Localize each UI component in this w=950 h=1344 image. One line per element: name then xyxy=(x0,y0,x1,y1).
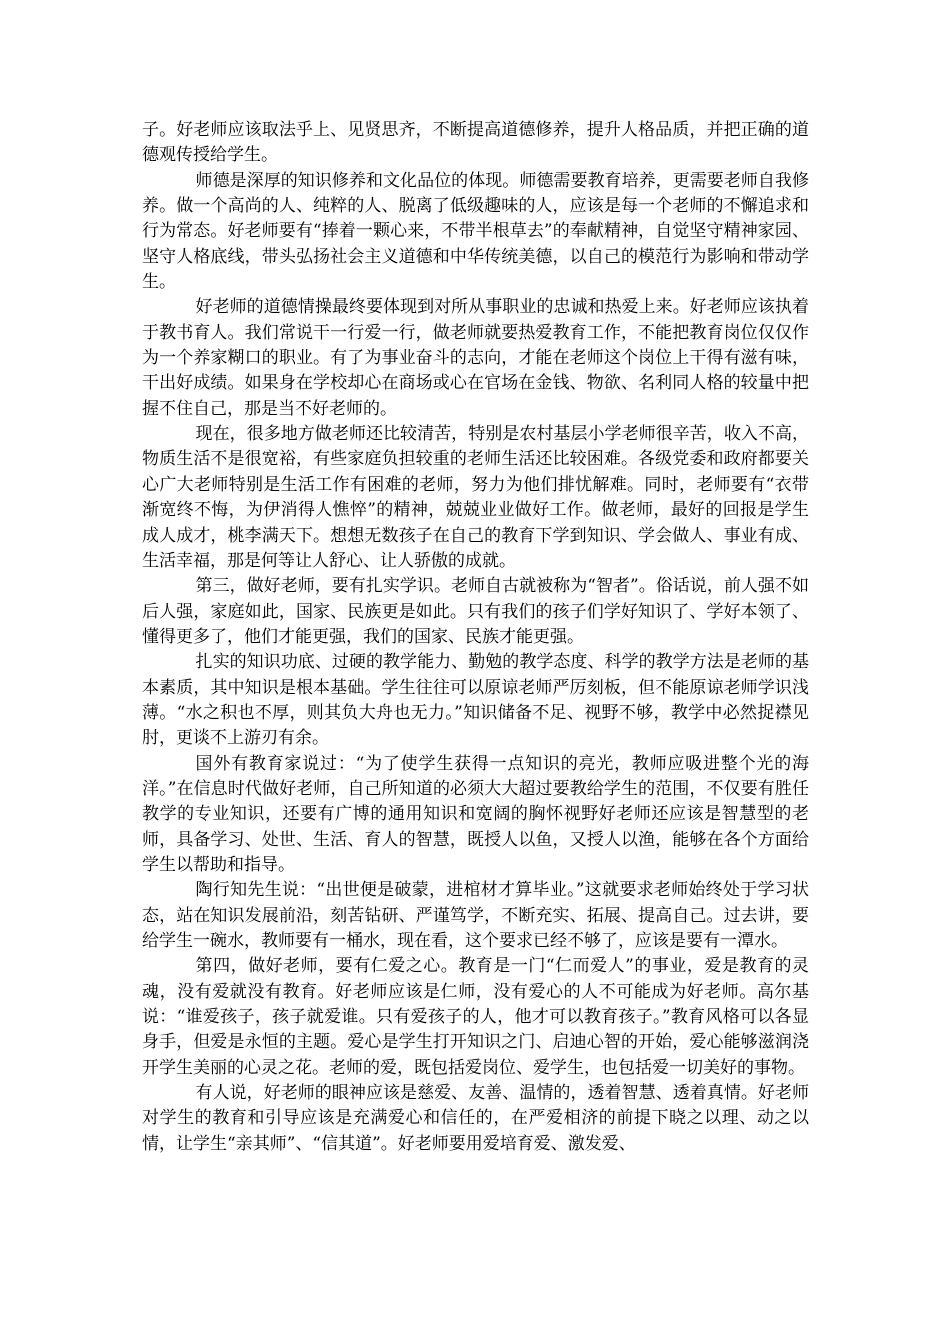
paragraph-3: 好老师的道德情操最终要体现到对所从事职业的忠诚和热爱上来。好老师应该执着于教书育人。我们常说干一行爱一行，做老师就要热爱教育工作，不能把教育岗位仅仅作为一个养家糊口的职业。有了为事业奋斗的志向，才能在老师这个岗位上干得有滋有味，干出好成绩。如果身在学校却心在商场或心在官场在金钱、物欲、名利同人格的较量中把握不住自己，那是当不好老师的。 xyxy=(142,297,809,419)
paragraph-7: 国外有教育家说过：“为了使学生获得一点知识的亮光，教师应吸进整个光的海洋。”在信息时代做好老师，自己所知道的必须大大超过要教给学生的范围，不仅要有胜任教学的专业知识，还要有广博的通用知识和宽阔的胸怀视野好老师还应该是智慧型的老师，具备学习、处世、生活、育人的智慧，既授人以鱼，又授人以渔，能够在各个方面给学生以帮助和指导。 xyxy=(142,753,809,875)
paragraph-1: 子。好老师应该取法乎上、见贤思齐，不断提高道德修养，提升人格品质，并把正确的道德观传授给学生。 xyxy=(142,120,809,166)
paragraph-9: 第四，做好老师，要有仁爱之心。教育是一门“仁而爱人”的事业，爱是教育的灵魂，没有爱就没有教育。好老师应该是仁师，没有爱心的人不可能成为好老师。高尔基说：“谁爱孩子，孩子就爱谁。只有爱孩子的人，他才可以教育孩子。”教育风格可以各显身手，但爱是永恒的主题。爱心是学生打开知识之门、启迪心智的开始，爱心能够滋润浇开学生美丽的心灵之花。老师的爱，既包括爱岗位、爱学生，也包括爱一切美好的事物。 xyxy=(142,956,809,1078)
paragraph-6: 扎实的知识功底、过硬的教学能力、勤勉的教学态度、科学的教学方法是老师的基本素质，其中知识是根本基础。学生往往可以原谅老师严厉刻板，但不能原谅老师学识浅薄。“水之积也不厚，则其负大舟也无力。”知识储备不足、视野不够，教学中必然捉襟见肘，更谈不上游刃有余。 xyxy=(142,652,809,749)
document-body xyxy=(142,118,809,1157)
paragraph-10: 有人说，好老师的眼神应该是慈爱、友善、温情的，透着智慧、透着真情。好老师对学生的教育和引导应该是充满爱心和信任的，在严爱相济的前提下晓之以理、动之以情，让学生“亲其师”、“信其道”。好老师要用爱培育爱、激发爱、 xyxy=(142,1083,809,1154)
paragraph-2: 师德是深厚的知识修养和文化品位的体现。师德需要教育培养，更需要老师自我修养。做一个高尚的人、纯粹的人、脱离了低级趣味的人，应该是每一个老师的不懈追求和行为常态。好老师要有“捧着一颗心来，不带半根草去”的奉献精神，自觉坚守精神家园、坚守人格底线，带头弘扬社会主义道德和中华传统美德，以自己的模范行为影响和带动学生。 xyxy=(142,170,809,293)
paragraph-5: 第三，做好老师，要有扎实学识。老师自古就被称为“智者”。俗话说，前人强不如后人强，家庭如此，国家、民族更是如此。只有我们的孩子们学好知识了、学好本领了、懂得更多了，他们才能更强，我们的国家、民族才能更强。 xyxy=(142,576,809,647)
paragraph-8: 陶行知先生说：“出世便是破蒙，进棺材才算毕业。”这就要求老师始终处于学习状态，站在知识发展前沿，刻苦钻研、严谨笃学，不断充实、拓展、提高自己。过去讲，要给学生一碗水，教师要有一桶水，现在看，这个要求已经不够了，应该是要有一潭水。 xyxy=(142,880,809,951)
paragraph-4: 现在，很多地方做老师还比较清苦，特别是农村基层小学老师很辛苦，收入不高，物质生活不是很宽裕，有些家庭负担较重的老师生活还比较困难。各级党委和政府都要关心广大老师特别是生活工作有困难的老师，努力为他们排忧解难。同时，老师要有“衣带渐宽终不悔，为伊消得人憔悴”的精神，兢兢业业做好工作。做老师，最好的回报是学生成人成才，桃李满天下。想想无数孩子在自己的教育下学到知识、学会做人、事业有成、生活幸福，那是何等让人舒心、让人骄傲的成就。 xyxy=(142,424,809,571)
